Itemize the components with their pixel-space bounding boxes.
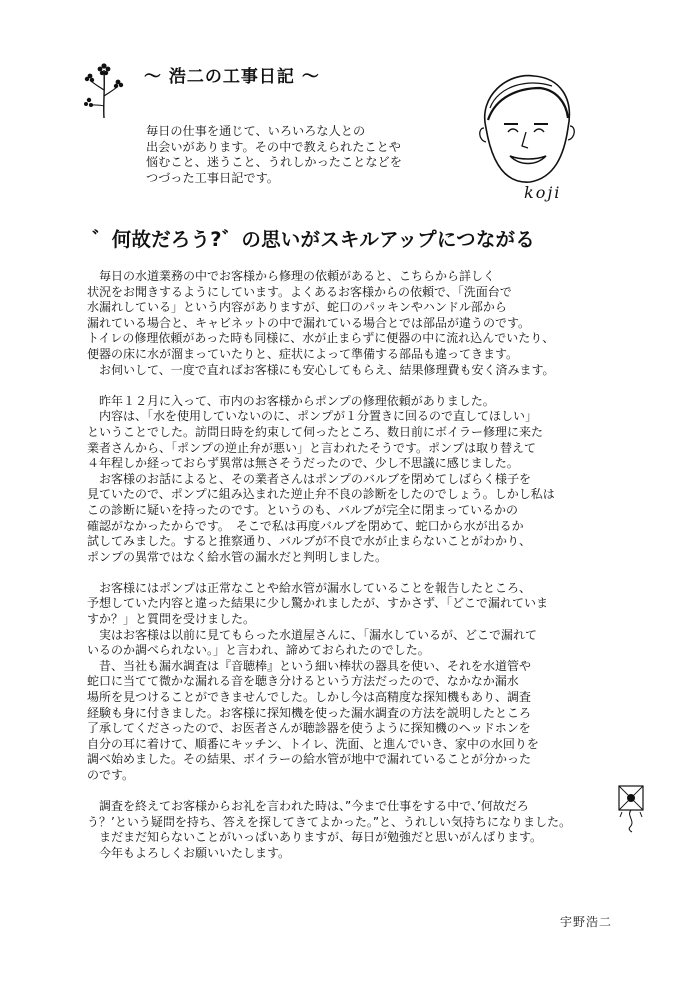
intro-line: 悩むこと、迷うこと、うれしかったことなどを: [146, 155, 402, 169]
text-line: 確認がなかったからです。 そこで私は再度バルブを閉めて、蛇口から水が出るか: [87, 518, 524, 533]
text-line: 経験も身に付きました。お客様に探知機を使った漏水調査の方法を説明したところ: [87, 705, 532, 720]
text-line: 状況をお聞きするようにしています。よくあるお客様からの依頼で、「洗面台で: [87, 284, 512, 299]
text-line: 今年もよろしくお願いいたします。: [87, 845, 291, 860]
text-line: この診断に疑いを持ったのです。というのも、バルブが完全に閉まっているかの: [87, 502, 519, 517]
text-line: 調査を終えてお客様からお礼を言われた時は、”今まで仕事をする中で、’何故だろ: [87, 799, 529, 814]
text-line: ポンプの異常ではなく給水管の漏水だと判明しました。: [87, 549, 388, 564]
text-line: 業者さんから、「ポンプの逆止弁が悪い」と言われたそうです。ポンプは取り替えて: [87, 440, 537, 455]
paragraph-gap: [87, 565, 627, 581]
text-line: すか？」と質問を受けました。: [87, 612, 256, 627]
text-line: 自分の耳に着けて、順番にキッチン、トイレ、洗面、と進んでいき、家中の水回りを: [87, 736, 539, 751]
text-line: 水漏れしている」という内容がありますが、蛇口のパッキンやハンドル部から: [87, 300, 507, 315]
intro-line: つづった工事日記です。: [146, 170, 279, 185]
text-line: 場所を見つけることができませんでした。しかし今は高精度な探知機もあり、調査: [87, 690, 532, 705]
text-line: 見ていたので、ポンプに組み込まれた逆止弁不良の診断をしたのでしょう。しかし私は: [87, 487, 555, 502]
intro-text: [146, 124, 416, 186]
text-line: ４年程しか経っておらず異常は無さそうだったので、少し不思議に感じました。: [87, 456, 519, 471]
text-line: 試してみました。すると推察通り、バルブが不良で水が止まらないことがわかり、: [87, 534, 532, 549]
text-line: お客様にはポンプは正常なことや給水管が漏水していることを報告したところ、: [87, 580, 532, 595]
text-line: 昔、当社も漏水調査は『音聴棒』という細い棒状の器具を使い、それを水道管や: [87, 658, 532, 673]
text-line: 了承してくださったので、お医者さんが聴診器を使うように探知機のヘッドホンを: [87, 721, 531, 736]
text-line: お伺いして、一度で直ればお客様にも安心してもらえ、結果修理費も安く済みます。: [87, 362, 555, 377]
text-line: 便器の床に水が溜まっていたりと、症状によって準備する部品も違ってきます。: [87, 346, 519, 361]
text-line: 漏れている場合と、キャビネットの中で漏れている場合とでは部品が違うのです。: [87, 315, 531, 330]
text-line: いるのか調べられない。」と言われ、諦めておられたのでした。: [87, 643, 430, 658]
text-line: 内容は、「水を使用していないのに、ポンプが１分置きに回るので直してほしい」: [87, 409, 538, 424]
flower-icon: [84, 60, 124, 120]
paragraph-gap: [87, 378, 627, 394]
text-line: 調べ始めました。その結果、ボイラーの給水管が地中で漏れていることが分かった: [87, 752, 532, 767]
text-line: う？’という疑問を持ち、答えを探してきてよかった。”と、うれしい気持ちになりました。: [87, 814, 572, 829]
text-line: 毎日の水道業務の中でお客様から修理の依頼があると、こちらから詳しく: [87, 269, 496, 283]
text-line: トイレの修理依頼があった時も同様に、水が止まらずに便器の中に流れ込んでいたり、: [87, 331, 555, 346]
article-headline: ゛何故だろう?゛の思いがスキルアップにつながる: [92, 228, 535, 251]
kite-icon: [616, 783, 646, 833]
text-line: ということでした。訪問日時を約束して伺ったところ、数日前にボイラー修理に来た: [87, 424, 544, 439]
text-line: お客様のお話によると、その業者さんはポンプのバルブを閉めてしばらく様子を: [87, 471, 532, 486]
text-line: のです。: [87, 768, 135, 782]
author-portrait: [468, 68, 588, 206]
page-title: ～ 浩二の工事日記 ～: [144, 67, 320, 87]
intro-line: 毎日の仕事を通じて、いろいろな人との: [146, 124, 366, 138]
portrait-caption: koji: [524, 183, 562, 202]
paragraph-gap: [87, 784, 627, 800]
author-signature: 宇野浩二: [560, 915, 613, 929]
text-line: まだまだ知らないことがいっぱいありますが、毎日が勉強だと思いがんばります。: [87, 830, 543, 845]
text-line: 予想していた内容と違った結果に少し驚かれましたが、すかさず、「どこで漏れていま: [87, 596, 549, 611]
intro-line: 出会いがあります。その中で教えられたことや: [146, 139, 401, 154]
text-line: 昨年１２月に入って、市内のお客様からポンプの修理依頼がありました。: [87, 393, 495, 408]
article-body: [87, 269, 627, 862]
text-line: 実はお客様は以前に見てもらった水道屋さんに、「漏水しているが、どこで漏れて: [87, 627, 538, 642]
text-line: 蛇口に当てて微かな漏れる音を聴き分けるという方法だったので、なかなか漏水: [87, 674, 519, 689]
